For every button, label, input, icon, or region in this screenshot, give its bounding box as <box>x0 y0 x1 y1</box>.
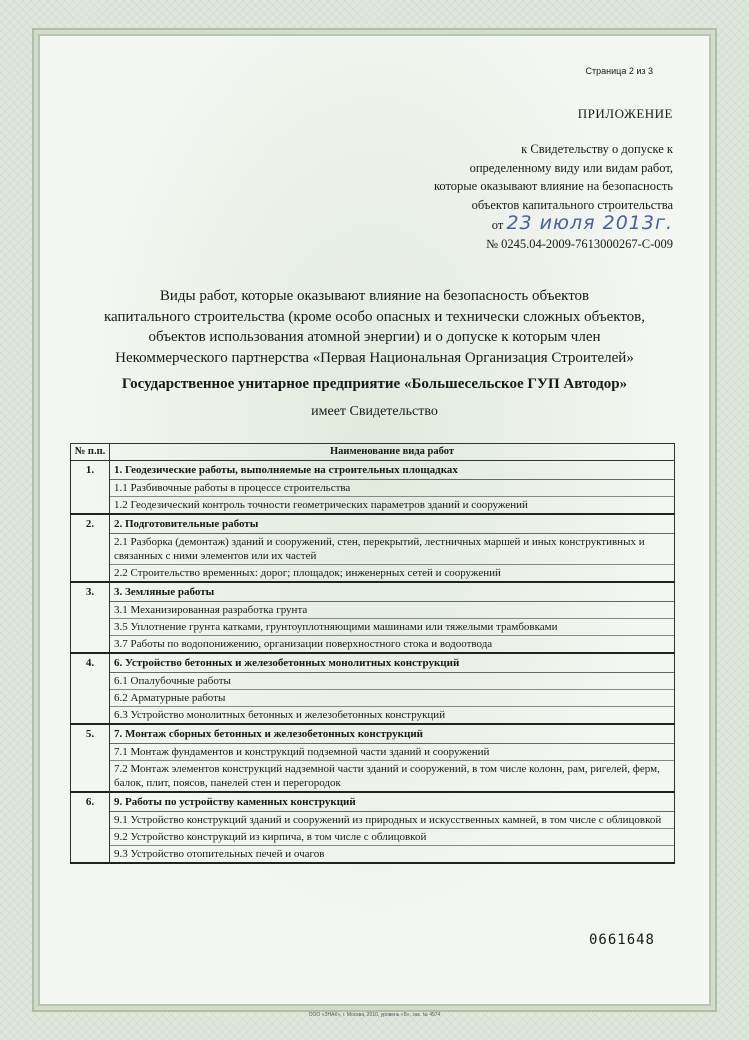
work-item: 2.1 Разборка (демонтаж) зданий и сооружений, стен, перекрытий, лестничных маршей и иных конструктивных и связанных с ними элементов или их частей <box>110 534 674 565</box>
heading-line: объектов использования атомной энергии) и о допуске к которым член <box>148 329 601 345</box>
work-item: 9.2 Устройство конструкций из кирпича, в том числе с облицовкой <box>110 829 674 846</box>
heading-line: капитального строительства (кроме особо опасных и технически сложных объектов, <box>103 308 646 325</box>
work-item: 9.1 Устройство конструкций зданий и сооружений из природных и искусственных камней, в том числе с облицовкой <box>110 812 674 829</box>
row-body <box>110 792 675 863</box>
document-heading <box>70 286 679 368</box>
row-number: 5. <box>71 724 110 792</box>
certificate-number: № 0245.04-2009-7613000267-С-009 <box>486 236 673 251</box>
reference-line: объектов капитального строительства <box>471 197 673 212</box>
group-title: 2. Подготовительные работы <box>110 515 674 534</box>
heading-line: Виды работ, которые оказывают влияние на безопасность объектов <box>159 288 590 304</box>
table-row <box>71 792 675 863</box>
serial-number: 0661648 <box>588 932 655 948</box>
table-header-row <box>71 444 675 461</box>
group-title: 3. Земляные работы <box>110 583 674 602</box>
row-number: 4. <box>71 653 110 724</box>
work-item: 9.3 Устройство отопительных печей и очагов <box>114 848 325 860</box>
work-item: 3.7 Работы по водопонижению, организации поверхностного стока и водоотвода <box>114 638 493 650</box>
row-number: 2. <box>71 514 110 582</box>
work-item: 6.1 Опалубочные работы <box>110 673 674 690</box>
work-item: 7.1 Монтаж фундаментов и конструкций подземной части зданий и сооружений <box>110 744 674 761</box>
table-row <box>71 724 675 792</box>
reference-line: определенному виду или видам работ, <box>469 160 673 175</box>
work-item: 6.2 Арматурные работы <box>110 690 674 707</box>
has-certificate-text: имеет Свидетельство <box>311 404 438 419</box>
row-number: 6. <box>71 792 110 863</box>
work-item: 1.1 Разбивочные работы в процессе строительства <box>110 480 674 497</box>
header-num: № п.п. <box>71 444 110 461</box>
work-item: 6.3 Устройство монолитных бетонных и железобетонных конструкций <box>114 709 446 721</box>
row-number: 1. <box>71 461 110 515</box>
row-body <box>110 514 675 582</box>
date-prefix: от <box>491 218 504 232</box>
organization-name: Государственное унитарное предприятие «Большесельское ГУП Автодор» <box>121 376 628 392</box>
reference-line: которые оказывают влияние на безопасность <box>433 179 673 193</box>
table-row <box>71 461 675 515</box>
header-name: Наименование вида работ <box>110 444 675 461</box>
work-item: 3.5 Уплотнение грунта катками, грунтоуплотняющими машинами или тяжелыми трамбовками <box>110 619 674 636</box>
page-number: Страница 2 из 3 <box>585 66 653 76</box>
row-number: 3. <box>71 582 110 653</box>
group-title: 1. Геодезические работы, выполняемые на строительных площадках <box>110 461 674 480</box>
work-item: 2.2 Строительство временных: дорог; площадок; инженерных сетей и сооружений <box>114 567 501 579</box>
reference-date-line <box>353 214 673 235</box>
appendix-title: ПРИЛОЖЕНИЕ <box>577 106 673 121</box>
group-title: 9. Работы по устройству каменных конструкций <box>110 793 674 812</box>
table-row <box>71 653 675 724</box>
group-title: 7. Монтаж сборных бетонных и железобетонных конструкций <box>110 725 674 744</box>
table-row <box>71 514 675 582</box>
group-title: 6. Устройство бетонных и железобетонных монолитных конструкций <box>110 654 674 673</box>
row-body <box>110 653 675 724</box>
handwritten-date: 23 июля 2013г. <box>506 212 673 234</box>
certificate-reference <box>353 140 673 253</box>
row-body <box>110 461 675 515</box>
reference-line: к Свидетельству о допуске к <box>521 142 673 156</box>
work-item: 3.1 Механизированная разработка грунта <box>110 602 674 619</box>
work-item: 1.2 Геодезический контроль точности геометрических параметров зданий и сооружений <box>114 499 528 511</box>
row-body <box>110 724 675 792</box>
work-item: 7.2 Монтаж элементов конструкций надземной части зданий и сооружений, в том числе колонн, рам, ригелей, ферм, балок, плит, поясов, панелей стен и перегородок <box>114 763 660 789</box>
printer-imprint: ООО «ЗНАК», г. Москва, 2010, уровень «Б», зак. № 4574 <box>308 1012 441 1018</box>
row-body <box>110 582 675 653</box>
table-row <box>71 582 675 653</box>
heading-line: Некоммерческого партнерства «Первая Национальная Организация Строителей» <box>115 349 634 366</box>
works-table <box>70 443 675 864</box>
